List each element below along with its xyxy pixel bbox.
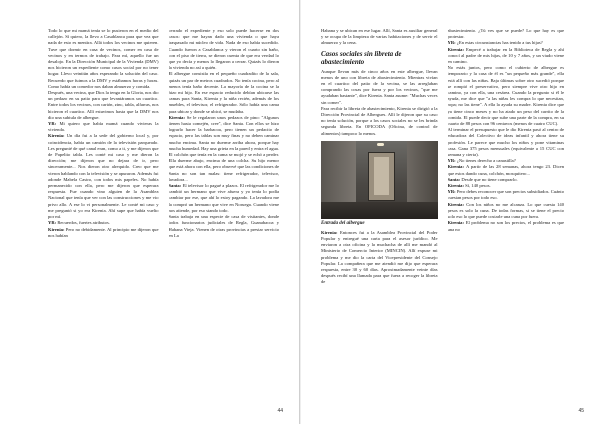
page-left-columns [48,28,279,402]
speaker-colon: : [454,40,457,46]
photo-doorway [374,157,389,194]
speaker-colon: : [462,46,466,52]
paragraph-text: Al terminar el presupuesto que le dio Kirenia pasó al centro de educadora del Colectivo de ideas infantil y ahora tiene su profesión. Le parece que mucho los niños y pone vitaminas casa. Gana 375 pesos mensuales (equivalente a 15 CUC con semana y cierta). [447,127,564,158]
paragraph-text: No estás juntos, pero como el cubierto de albergue es temporario y la casa de él es "un pequeño más grande", ella está allí con las niñas. Baja últimas sobre otro sucedió porque se rompió el preservativo, pero siempre vive otro hijo en camino, ya con ella, una cesárea. Cuando la pregunto si él le ayuda, me dice que "a las niñas les compra lo que necesitan, ropa; no las tiene". A ella la ayuda su madre. Kirenia dice que ya tiene cinco meses y no ha atado un peso del carrito de la comida. El puede decir que sube una parte de la compra, en su cuarto de 88 pesos con 96 centavos (menos de cuatro CUC). [447,65,564,127]
speaker-colon: : [462,164,466,170]
speaker-label: Kirenia [48,226,63,232]
paragraph-text: Después, una vecina, que Dios la tenga en la Gloria, nos dio un pedazo en su patio para que levantáramos un cuartico. Entre todos los vecinos, con cartón, zinc, tabla, alfarras, nos hicieron el cuartico. Allí estuvimos hasta que la DMV nos dio una subtula de albergue. [48,90,159,120]
paragraph [448,127,565,158]
paragraph [321,28,438,47]
page-right [300,0,600,424]
paragraph-text: Santa trabaja en una especie de casa de visitantes, donde todos funcionarios judiciales de Regla, Guanabacoa y Habana Vieja. Vienen de otras provincias a prestar servicio en La [168,214,279,238]
paragraph [48,28,159,90]
paragraph-text: Empecé a trabajar en la Biblioteca de Regla y ahí conocí al padre de mis hijas, de 10 y 7 años, y un viudo viene en camino. [447,46,564,65]
column [448,28,565,402]
speaker-colon: : [54,220,58,226]
interview-line [48,121,159,133]
interview-line [321,230,438,286]
paragraph-text: El televisor lo pagué a plazos. El refrigerador me lo cambió un hermano que vive afuera y yo tenía lo podía cambiar por ese, que ahí lo estoy pagando. La lavadora me la compró un hermano que vive en Noruega. Cuando viene nos atiende, por eso stando todo. [168,183,279,213]
paragraph-text: Desde que no tiene comprarlo. [461,176,518,182]
paragraph [321,69,438,106]
speaker-colon: : [454,189,457,195]
speaker-label: YR [447,158,455,164]
speaker-colon: : [335,229,340,235]
speaker-label: Kirenia [168,114,184,120]
photo-lamp [377,143,384,146]
speaker-label: YR [48,121,55,127]
page-number: 45 [578,408,584,414]
speaker-colon: : [179,183,183,189]
paragraph-text: Pero no debidamente. Al principio me dijeron que nos habían [48,226,159,238]
paragraph-text: Un día fui a la sede del gobierno local y, por coincidencia, había un camión de la televisión parqueado. Les pregunté de qué canal eran, como a ti, y me dijeron que de Papelito tabla. Les conté mi caso y me dieron la dirección; me dijeron que no dejara de ir, pero sinceramente... Nos dieron otro alrequido. Creo que me vieron hablando con la televisión y se apuraron. Además fui adonde Mabela Castro, con todos mis papeles. No había permanecido con ella, pero me dijeron que esperara respuesta. Fue cuando vino alguien de la Asamblea Nacional que tenía que ver con las construcciones y me vio privo allo. A ese lo vi personalmente. Le conté mi caso y me preguntó si yo era Kirenia. Ahí supe que había vuelto por mí. [48,133,159,220]
paragraph-text: Todo lo que mi mamá tenía se lo pusieron en el medio del callejón. Sí quiero, la llevo a Casablanca para que vea que nada de esto es mentira. Allá todos los vecinos me quieren. Tuve que dormir en casa de vecinos, comer en casa de vecinos y en termos de trabajo. Para mí, aquello fue un desalojo. En la Dirección Municipal de la Vivienda (DMV) nos hicieron un expediente como casos social por no tener hogar. Llevo veintiún años esperando la solución del caso. Recuerdo que fuimos a la DMV y estábamos horas y horas. Como había un comedor nos daban almuerzo y comida. [48,28,159,89]
speaker-label: Santa [168,183,180,189]
paragraph [169,71,280,114]
paragraph [169,214,280,239]
speaker-label: Kirenia [447,220,463,226]
interview-line [169,115,280,183]
paragraph-text: Aunque llevan más de cinco años en este albergue, llevan menos de uno con libreta de abastecimiento. Mientras vivían en el cuartico del patio de la vecina, se las arreglaban comprando las cosas por fuera y por los vecinos, "que me ayudaban bastante", dice Kirenia. Santa asume: "Muchas veces sin comer". [321,68,438,105]
column [48,28,159,402]
paragraph-text: El problema no son los precios, el problema es que una no [447,220,564,232]
speaker-label: Kirenia [447,46,463,52]
paragraph [48,90,159,121]
speaker-colon: : [183,114,187,120]
section-heading: Casos sociales sin libreta de abastecimiento [321,49,402,66]
paragraph-text: Con los niños no me alcanza. Lo que cuesta 140 pesos es solo la cuna. De todas formas, si se tiene el precio solo eso lo que puede costarle una cuna por fuera. [447,201,564,220]
paragraph-text: cerrado el expediente y eso solo puede hacerse en dos casos: que me hayan dado una vivienda o que haya traspasado mi núcleo de vida. Nada de eso había sucedido. Cuando fueron a Casablanca y vieron el cuarto sin baño, con el piso de tierra, se dieron cuenta de que era verdad lo que yo decía y menos lo llegaron a cerrar. Quizás lo dieron la vivienda no así a quién. [168,28,279,71]
paragraph-text: abastecimiento. ¿Tú ves que se puede? Lo que hay es que protestar. [447,28,564,40]
speaker-colon: : [462,183,466,189]
paragraph-text: Se le regalaron unos pedazos de pino: "Algunos tienen hasta comején, cree", dice Santa. Con ellos se hizo lograrlo hacer la barbacoa, pero tienen un pedacito de espacio, pero las tablas son muy finas y no deben caminar mucho encima. Santa no duerme arriba ahora, porque hay mucha humedad. Hay una grieta en la pared y entra el agua. El colchón que tenía en la cama se mojó y se echó a perder. Ella duerme abajo, encima de una colcha. Su hijo menor que está ahora con ella, pero observé que las condiciones de Santa no son tan malas: tiene refrigerador, televisor, lavadora... [168,114,279,182]
speaker-label: Kirenia [447,164,463,170]
paragraph [169,28,280,71]
interview-line [48,133,159,220]
interview-line [448,47,565,66]
paragraph-text: El albergue consistía en el pequeño cuadradito de la sala, quizás un par de metros cuadrados. No tenía cocina, pero al menos tenía baño decente. La mayoría de la cocina se la hizo mi hijo. En ese espacio reducido debían ubicarse las camas para Santa, Kirenia y la niña recién, además de los muebles, el televisor, el refrigerador. Sólo había una cama para ubicar y donde se ubicó, se mudaba. [168,71,279,114]
speaker-colon: : [462,220,466,226]
paragraph-text: Pero debes reconocer que son precios subsidiados. Cuánto cuestan pesos por todo eso. [447,189,564,201]
column [321,28,438,402]
speaker-label: YR [447,40,455,46]
page-right-columns [321,28,564,402]
paragraph-text: Para recibir la libreta de abastecimiento, Kirenia se dirigió a la Dirección Provincial de Albergues. Allí le dijeron que su caso no tenía solución, porque a los casos sociales no se les brinda segunda libreta. En OFICODA (Oficina, de control de alimentos) tampoco lo menos. [321,105,438,136]
paragraph [321,106,438,137]
speaker-label: Kirenia [447,183,463,189]
interview-line [169,183,280,214]
interview-line [448,202,565,221]
speaker-colon: : [454,158,457,164]
paragraph-text: Habana y se ubican en ese lugar. Allí, Santa es auxiliar general y se ocupa de la limpieza de varias habitaciones y de servir el almuerzo y la cena. [321,28,438,46]
speaker-colon: : [62,133,67,139]
speaker-label: Kirenia [447,201,463,207]
paragraph-text: Recuerdos, fuertes atributos. [57,220,110,226]
paragraph-text: Mi quiero que había mamá cuando vivieras la vivienda. [48,121,159,133]
paragraph-text: Sí, 140 pesos. [465,183,491,189]
speaker-colon: : [458,176,462,182]
albergue-entrance-photo [321,141,438,219]
interview-line [448,220,565,232]
paragraph [448,28,565,40]
photo-door [368,152,396,201]
paragraph-text: Entonces fui a la Asamblea Provincial del Poder Popular y entregué una carta para el asesor jurídico. Me enviaron a otra oficina y la muchacha de allí me mandó al Ministerio de Comercio Interior (MINCIN). Allí expuse mi problema y me dio la carta del Vicepresidente del Consejo Popular. La compañera que me atendió me dijo que esperara respuesta, entre 30 y 60 días. Aproximadamente veinte días después recibí una llamada para que fuera a recoger la libreta de [321,229,438,285]
speaker-label: YR [48,220,55,226]
speaker-label: Santa [447,176,459,182]
speaker-label: Kirenia [321,229,336,235]
speaker-label: Kirenia [48,133,63,139]
interview-line [448,189,565,201]
photo-caption: Entrada del albergue [321,220,365,226]
paragraph-text: ¿En estas circunstancias has tenido a tus hijas? [456,40,543,46]
paragraph-text: A partir de las 28 semanas, ahora tengo 23. Dicen que estos dando cuna, colchón, mosquitero... [447,164,564,176]
paragraph-text: ¿No tienes derecho a canastilla? [456,158,516,164]
speaker-colon: : [62,226,66,232]
speaker-label: YR [447,189,455,195]
paragraph [448,65,565,127]
interview-line [48,227,159,239]
speaker-colon: : [54,121,60,127]
column [169,28,280,402]
photo-floor [321,202,438,219]
interview-line [448,164,565,176]
page-number: 44 [277,408,283,414]
speaker-colon: : [462,201,467,207]
